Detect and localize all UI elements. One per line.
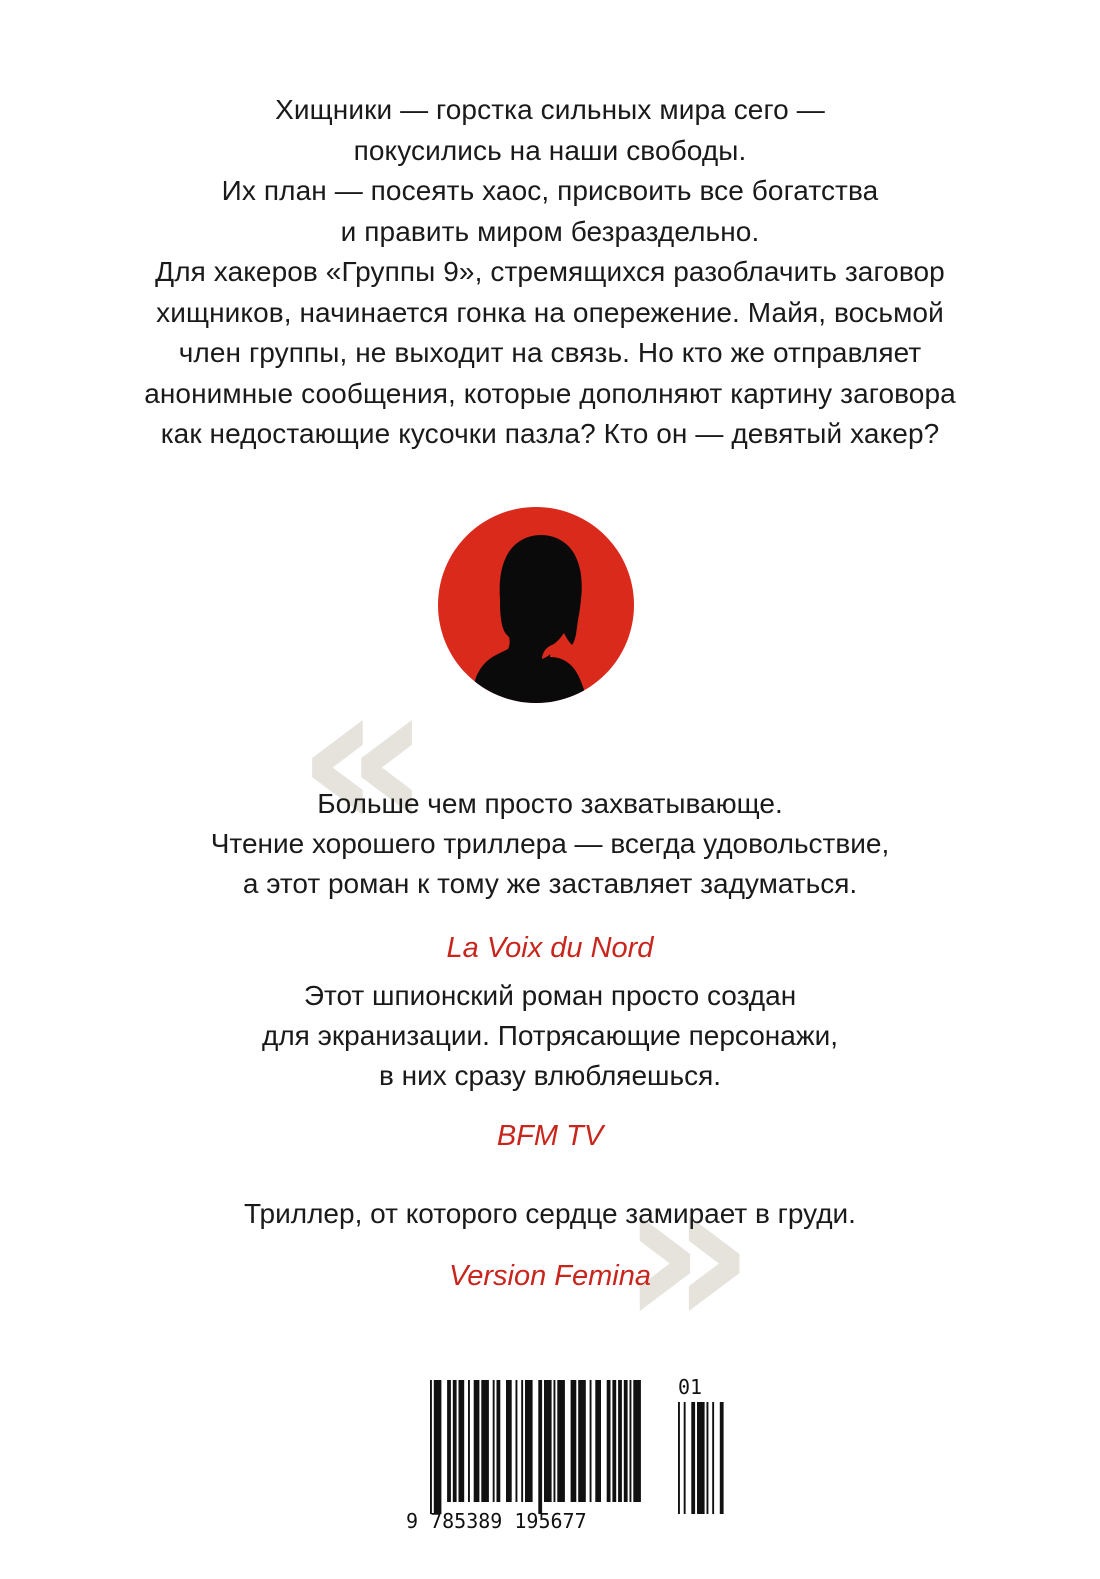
barcode-bar [481,1380,489,1502]
barcode-bar [434,1380,442,1514]
review-source: Version Femina [448,1260,651,1292]
barcode-bar [691,1402,695,1514]
description-line: Для хакеров «Группы 9», стремящихся разоблачить заговор [155,256,945,287]
description-line: как недостающие кусочки пазла? Кто он — девятый хакер? [160,418,940,449]
barcode-bar [453,1380,457,1502]
description-line: хищников, начинается гонка на опережение. Майя, восьмой [156,296,944,328]
barcode-bar [571,1380,577,1502]
barcode-bar [447,1380,451,1502]
barcode-bar [633,1380,641,1502]
review-source: BFM TV [496,1120,604,1152]
barcode-main-bars [430,1380,641,1514]
review-line: а этот роман к тому же заставляет задуматься. [242,868,858,899]
barcode-bar [590,1380,592,1502]
barcode-bar [468,1380,470,1502]
description-line: анонимные сообщения, которые дополняют картину заговора [144,377,956,409]
barcode-bar [612,1380,616,1502]
barcode-bar [578,1380,586,1502]
close-quote-icon: » [620,1130,756,1375]
description-line: и править миром безраздельно. [340,215,760,247]
barcode-bar [697,1402,705,1514]
review-1 [90,784,1010,966]
barcode-bar [720,1402,724,1514]
barcode-bar [430,1380,432,1514]
barcode-bar [624,1380,628,1502]
barcode-bar [712,1402,714,1514]
open-quote-icon: « [296,634,432,879]
silhouette-emblem [438,507,634,703]
review-line: Этот шпионский роман просто создан [303,980,797,1011]
barcode-bar [684,1402,686,1514]
barcode-bar [544,1380,552,1502]
book-description [90,90,1010,455]
description-line: член группы, не выходит на связь. Но кто же отправляет [178,337,922,368]
review-line: Больше чем просто захватывающе. [317,788,783,819]
description-line: Их план — посеять хаос, присвоить все богатства [221,175,879,206]
barcode-bar [554,1380,556,1502]
barcode-addon-number: 01 [678,1375,703,1399]
barcode-bar [618,1380,622,1502]
review-source: La Voix du Nord [446,932,654,964]
isbn-barcode [396,1372,736,1532]
review-line: для экранизации. Потрясающие персонажи, [262,1020,838,1051]
barcode-addon-bars [678,1402,724,1514]
barcode-bar [521,1380,523,1502]
barcode-bar [678,1402,680,1514]
review-3 [90,1194,1010,1294]
barcode-bar [459,1380,465,1502]
review-line: Триллер, от которого сердце замирает в груди. [244,1198,856,1229]
barcode-graphic [396,1372,736,1532]
barcode-bar [538,1380,542,1514]
barcode-bar [595,1380,601,1502]
barcode-bar [630,1380,632,1502]
barcode-bar [497,1380,501,1502]
woman-silhouette-icon [438,507,634,703]
barcode-number: 9 785389 195677 [406,1509,587,1532]
review-2 [90,976,1010,1154]
barcode-bar [525,1380,533,1502]
barcode-bar [474,1380,480,1502]
barcode-bar [707,1402,709,1514]
description-line: покусились на наши свободы. [353,134,747,166]
review-line: в них сразу влюбляешься. [378,1060,722,1091]
barcode-bar [506,1380,512,1502]
description-line: Хищники — горстка сильных мира сего — [275,94,825,125]
barcode-bar [516,1380,518,1502]
review-line: Чтение хорошего триллера — всегда удовольствие, [210,828,890,859]
barcode-bar [493,1380,495,1502]
barcode-bar [557,1380,565,1502]
barcode-bar [607,1380,611,1502]
